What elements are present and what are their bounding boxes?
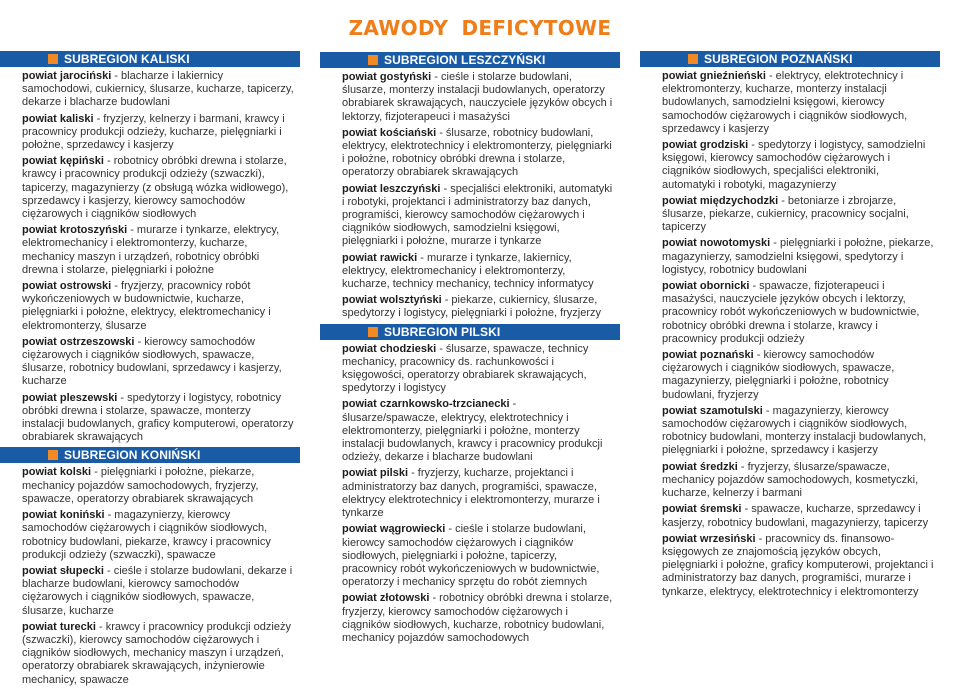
powiat-entry: [320, 467, 620, 520]
subregion-header: [640, 51, 940, 67]
powiat-name: powiat pilski: [342, 467, 409, 480]
powiat-entry: [640, 139, 940, 192]
subregion-title: SUBREGION KONIŃSKI: [64, 448, 201, 463]
powiat-name: powiat poznański: [662, 349, 754, 362]
powiat-occupations: - spedytorzy i logistycy, samodzielni księgowi, kierowcy samochodów ciężarowych i ciągników siodłowych, specjaliści elektroniki, automatyki i robotyki, magazynierzy: [662, 139, 926, 191]
orange-square-icon: [688, 54, 698, 64]
powiat-name: powiat grodziski: [662, 139, 749, 152]
powiat-name: powiat słupecki: [22, 564, 104, 577]
column-right: [640, 51, 940, 602]
powiat-entry: [0, 621, 300, 687]
powiat-entry: [320, 252, 620, 292]
powiat-occupations: - fryzjerzy, pracownicy robót wykończeniowych w budownictwie, kucharze, pielęgniarki i położne, elektrycy, elektromechanicy i elektromonterzy, ślusarze: [22, 280, 271, 332]
powiat-entry: [0, 155, 300, 221]
powiat-occupations: - spedytorzy i logistycy, robotnicy obróbki drewna i stolarze, spawacze, monterzy instalacji budowlanych, graficy komputerowi, operatorzy obrabiarek skrawających: [22, 391, 294, 444]
powiat-entry: [0, 280, 300, 333]
powiat-occupations: - fryzjerzy, ślusarze/spawacze, mechanicy pojazdów samochodowych, kosmetyczki, kucharze, kelnerzy i barmani: [662, 460, 919, 500]
column-middle: [320, 52, 620, 648]
subregion-section: [320, 52, 620, 321]
powiat-occupations: - cieśle i stolarze budowlani, kierowcy samochodów ciężarowych i ciągników siodłowych, pielęgniarki i położne, tapicerzy, pracownicy robót wykończeniowych w budownictwie, operatorzy i mechanicy sprzętu do robót ziemnych: [342, 523, 600, 589]
subregion-header: [320, 324, 620, 340]
powiat-name: powiat szamotulski: [662, 404, 763, 417]
powiat-entry: [640, 503, 940, 529]
subregion-section: [640, 51, 940, 599]
powiat-entry: [0, 392, 300, 445]
powiat-entry: [640, 461, 940, 501]
powiat-occupations: - pracownicy ds. finansowo-księgowych ze znajomością języków obcych, pielęgniarki i położne, graficy komputerowi, projektanci i administratorzy baz danych, programiści, murarze i tynkarze, elektrycy, elektrotechnicy i elektromonterzy: [662, 532, 934, 598]
powiat-occupations: - fryzjerzy, kelnerzy i barmani, krawcy i pracownicy produkcji odzieży, kucharze, pielęgniarki i położne, sprzedawcy i kasjerzy: [22, 112, 285, 152]
powiat-entry: [320, 183, 620, 249]
powiat-entry: [0, 70, 300, 110]
powiat-entry: [0, 466, 300, 506]
powiat-name: powiat kaliski: [22, 112, 94, 125]
powiat-occupations: - ślusarze, robotnicy budowlani, elektrycy, elektrotechnicy i elektromonterzy, pielęgniarki i położne, robotnicy obróbki drewna i stolarze, operatorzy obrabiarek skrawających: [342, 126, 612, 179]
powiat-name: powiat śremski: [662, 503, 742, 516]
powiat-name: powiat wrzesiński: [662, 532, 756, 545]
powiat-entry: [640, 349, 940, 402]
powiat-name: powiat złotowski: [342, 592, 430, 605]
subregion-section: [0, 51, 300, 444]
powiat-name: powiat turecki: [22, 620, 96, 633]
powiat-entry: [320, 523, 620, 589]
powiat-occupations: - magazynierzy, kierowcy samochodów ciężarowych i ciągników siodłowych, robotnicy budowlani, monterzy instalacji budowlanych, pielęgniarki i położne, sprzedawcy i kasjerzy: [662, 404, 927, 457]
column-left: [0, 51, 300, 690]
powiat-name: powiat wągrowiecki: [342, 523, 446, 536]
powiat-name: powiat ostrowski: [22, 280, 112, 293]
powiat-entry: [0, 565, 300, 618]
powiat-occupations: - spawacze, kucharze, sprzedawcy i kasjerzy, robotnicy budowlani, magazynierzy, tapicerzy: [662, 503, 929, 529]
powiat-entry: [320, 71, 620, 124]
powiat-occupations: - piekarze, cukiernicy, ślusarze, spedytorzy i logistycy, pielęgniarki i położne, fryzjerzy: [342, 294, 602, 320]
powiat-entry: [640, 195, 940, 235]
powiat-name: powiat kolski: [22, 466, 92, 479]
powiat-occupations: - elektrycy, elektrotechnicy i elektromonterzy, kucharze, monterzy instalacji budowlanych, samodzielni księgowi, kierowcy samochodów ciężarowych i ciągników siodłowych, sprzedawcy i kasjerzy: [662, 70, 908, 135]
subregion-header: [0, 447, 300, 463]
powiat-occupations: - kierowcy samochodów ciężarowych i ciągników siodłowych, spawacze, ślusarze, robotnicy budowlani, sprzedawcy i kasjerzy, kucharze: [22, 335, 282, 388]
powiat-name: powiat gostyński: [342, 71, 432, 83]
powiat-entry: [320, 343, 620, 396]
subregion-title: SUBREGION PILSKI: [384, 324, 501, 339]
powiat-entry: [320, 127, 620, 180]
powiat-entry: [640, 533, 940, 599]
powiat-name: powiat obornicki: [662, 280, 750, 293]
powiat-occupations: - cieśle i stolarze budowlani, ślusarze, monterzy instalacji budowlanych, operatorzy obrabiarek skrawających, nauczyciele języków obcych i lektorzy, fizjoterapeuci i masażyści: [342, 71, 613, 123]
powiat-occupations: - pielęgniarki i położne, piekarze, mechanicy pojazdów samochodowych, fryzjerzy, spawacze, operatorzy obrabiarek skrawających: [22, 466, 259, 505]
powiat-name: powiat kościański: [342, 126, 437, 139]
powiat-occupations: - spawacze, fizjoterapeuci i masażyści, nauczyciele języków obcych i lektorzy, pracownicy robót wykończeniowych w budownictwie, robotnicy obróbki drewna i stolarze, krawcy i pracownicy produkcji odzieży: [662, 280, 920, 345]
powiat-occupations: - krawcy i pracownicy produkcji odzieży (szwaczki), kierowcy samochodów ciężarowych i ciągników siodłowych, mechanicy maszyn i urządzeń, operatorzy obrabiarek skrawających, inżynierowie mechanicy, spawacze: [22, 620, 291, 686]
powiat-entry: [0, 113, 300, 153]
powiat-occupations: - murarze i tynkarze, elektrycy, elektromechanicy i elektromonterzy, kucharze, mechanicy maszyn i urządzeń, robotnicy obróbki drewna i stolarze, pielęgniarki i położne: [22, 224, 280, 276]
subregion-header: [0, 51, 300, 67]
powiat-name: powiat ostrzeszowski: [22, 335, 135, 348]
subregion-title: SUBREGION POZNAŃSKI: [704, 52, 853, 66]
powiat-occupations: - specjaliści elektroniki, automatyki i robotyki, projektanci i administratorzy baz danych, programiści, kierowcy samochodów ciężarowych i ciągników siodłowych, samodzielni księgowi, pielęgniarki i położne, murarze i tynkarze: [342, 182, 613, 248]
powiat-name: powiat krotoszyński: [22, 224, 128, 237]
powiat-name: powiat pleszewski: [22, 391, 118, 404]
powiat-name: powiat gnieźnieński: [662, 70, 766, 82]
powiat-occupations: - ślusarze, spawacze, technicy mechanicy, pracownicy ds. rachunkowości i księgowości, operatorzy obrabiarek skrawających, spedytorzy i logistycy: [342, 342, 589, 395]
powiat-occupations: - murarze i tynkarze, lakiernicy, elektrycy, elektromechanicy i elektromonterzy, kucharze, technicy mechanicy, technicy informatycy: [342, 251, 594, 291]
powiat-name: powiat międzychodzki: [662, 194, 779, 207]
powiat-name: powiat nowotomyski: [662, 237, 771, 250]
powiat-occupations: - pielęgniarki i położne, piekarze, magazynierzy, samodzielni księgowi, spedytorzy i logistycy, robotnicy budowlani: [662, 237, 934, 276]
subregion-title: SUBREGION LESZCZYŃSKI: [384, 53, 546, 67]
subregion-section: [320, 324, 620, 645]
subregion-section: [0, 447, 300, 686]
powiat-entry: [640, 280, 940, 346]
orange-square-icon: [48, 54, 58, 64]
powiat-entry: [0, 224, 300, 277]
powiat-occupations: - ślusarze/spawacze, elektrycy, elektrotechnicy i elektromonterzy, pielęgniarki i położne, monterzy instalacji budowlanych, krawcy i pracownicy produkcji odzieży, dekarze i blacharze budowlani: [342, 398, 603, 464]
powiat-entry: [640, 405, 940, 458]
powiat-entry: [0, 336, 300, 389]
powiat-occupations: - robotnicy obróbki drewna i stolarze, fryzjerzy, kierowcy samochodów ciężarowych i ciągników siodłowych, kucharze, robotnicy budowlani, mechanicy pojazdów samochodowych: [342, 592, 613, 644]
powiat-name: powiat kępiński: [22, 155, 104, 168]
powiat-name: powiat jarociński: [22, 70, 112, 82]
powiat-name: powiat leszczyński: [342, 182, 441, 195]
powiat-entry: [320, 592, 620, 645]
powiat-entry: [0, 509, 300, 562]
powiat-name: powiat czarnkowsko-trzcianecki: [342, 398, 510, 411]
subregion-header: [320, 52, 620, 68]
powiat-occupations: - blacharze i lakiernicy samochodowi, cukiernicy, ślusarze, kucharze, tapicerzy, dekarze i blacharze budowlani: [22, 70, 294, 109]
orange-square-icon: [368, 55, 378, 65]
powiat-name: powiat średzki: [662, 460, 738, 473]
subregion-title: SUBREGION KALISKI: [64, 52, 190, 66]
powiat-occupations: - fryzjerzy, kucharze, projektanci i administratorzy baz danych, programiści, spawacze, elektrycy elektrotechnicy i elektromonterzy, murarze i tynkarze: [342, 467, 600, 520]
powiat-occupations: - robotnicy obróbki drewna i stolarze, krawcy i pracownicy produkcji odzieży (szwaczki), tapicerzy, magazynierzy (z obsługą wózka widłowego), sprzedawcy i kasjerzy, kierowcy samochodów ciężarowych i ciągników siodłowych: [22, 155, 289, 221]
powiat-occupations: - cieśle i stolarze budowlani, dekarze i blacharze budowlani, kierowcy samochodów ciężarowych i ciągników siodłowych, spawacze, ślusarze, kucharze: [22, 564, 293, 617]
powiat-occupations: - magazynierzy, kierowcy samochodów ciężarowych i ciągników siodłowych, robotnicy budowlani, piekarze, krawcy i pracownicy produkcji odzieży (szwaczki), spawacze: [22, 509, 271, 561]
powiat-entry: [640, 237, 940, 277]
powiat-entry: [640, 70, 940, 136]
powiat-name: powiat chodzieski: [342, 342, 437, 355]
powiat-occupations: - kierowcy samochodów ciężarowych i ciągników siodłowych, spawacze, magazynierzy, pielęgniarki i położne, robotnicy budowlani, fryzjerzy: [662, 349, 895, 401]
page-title: ZAWODY DEFICYTOWE: [348, 16, 612, 40]
powiat-name: powiat koniński: [22, 509, 105, 522]
powiat-entry: [320, 398, 620, 464]
powiat-entry: [320, 294, 620, 320]
orange-square-icon: [368, 327, 378, 337]
orange-square-icon: [48, 450, 58, 460]
powiat-name: powiat rawicki: [342, 251, 418, 264]
powiat-name: powiat wolsztyński: [342, 294, 442, 307]
powiat-occupations: - betoniarze i zbrojarze, ślusarze, piekarze, cukiernicy, pracownicy socjalni, tapicerzy: [662, 194, 909, 234]
